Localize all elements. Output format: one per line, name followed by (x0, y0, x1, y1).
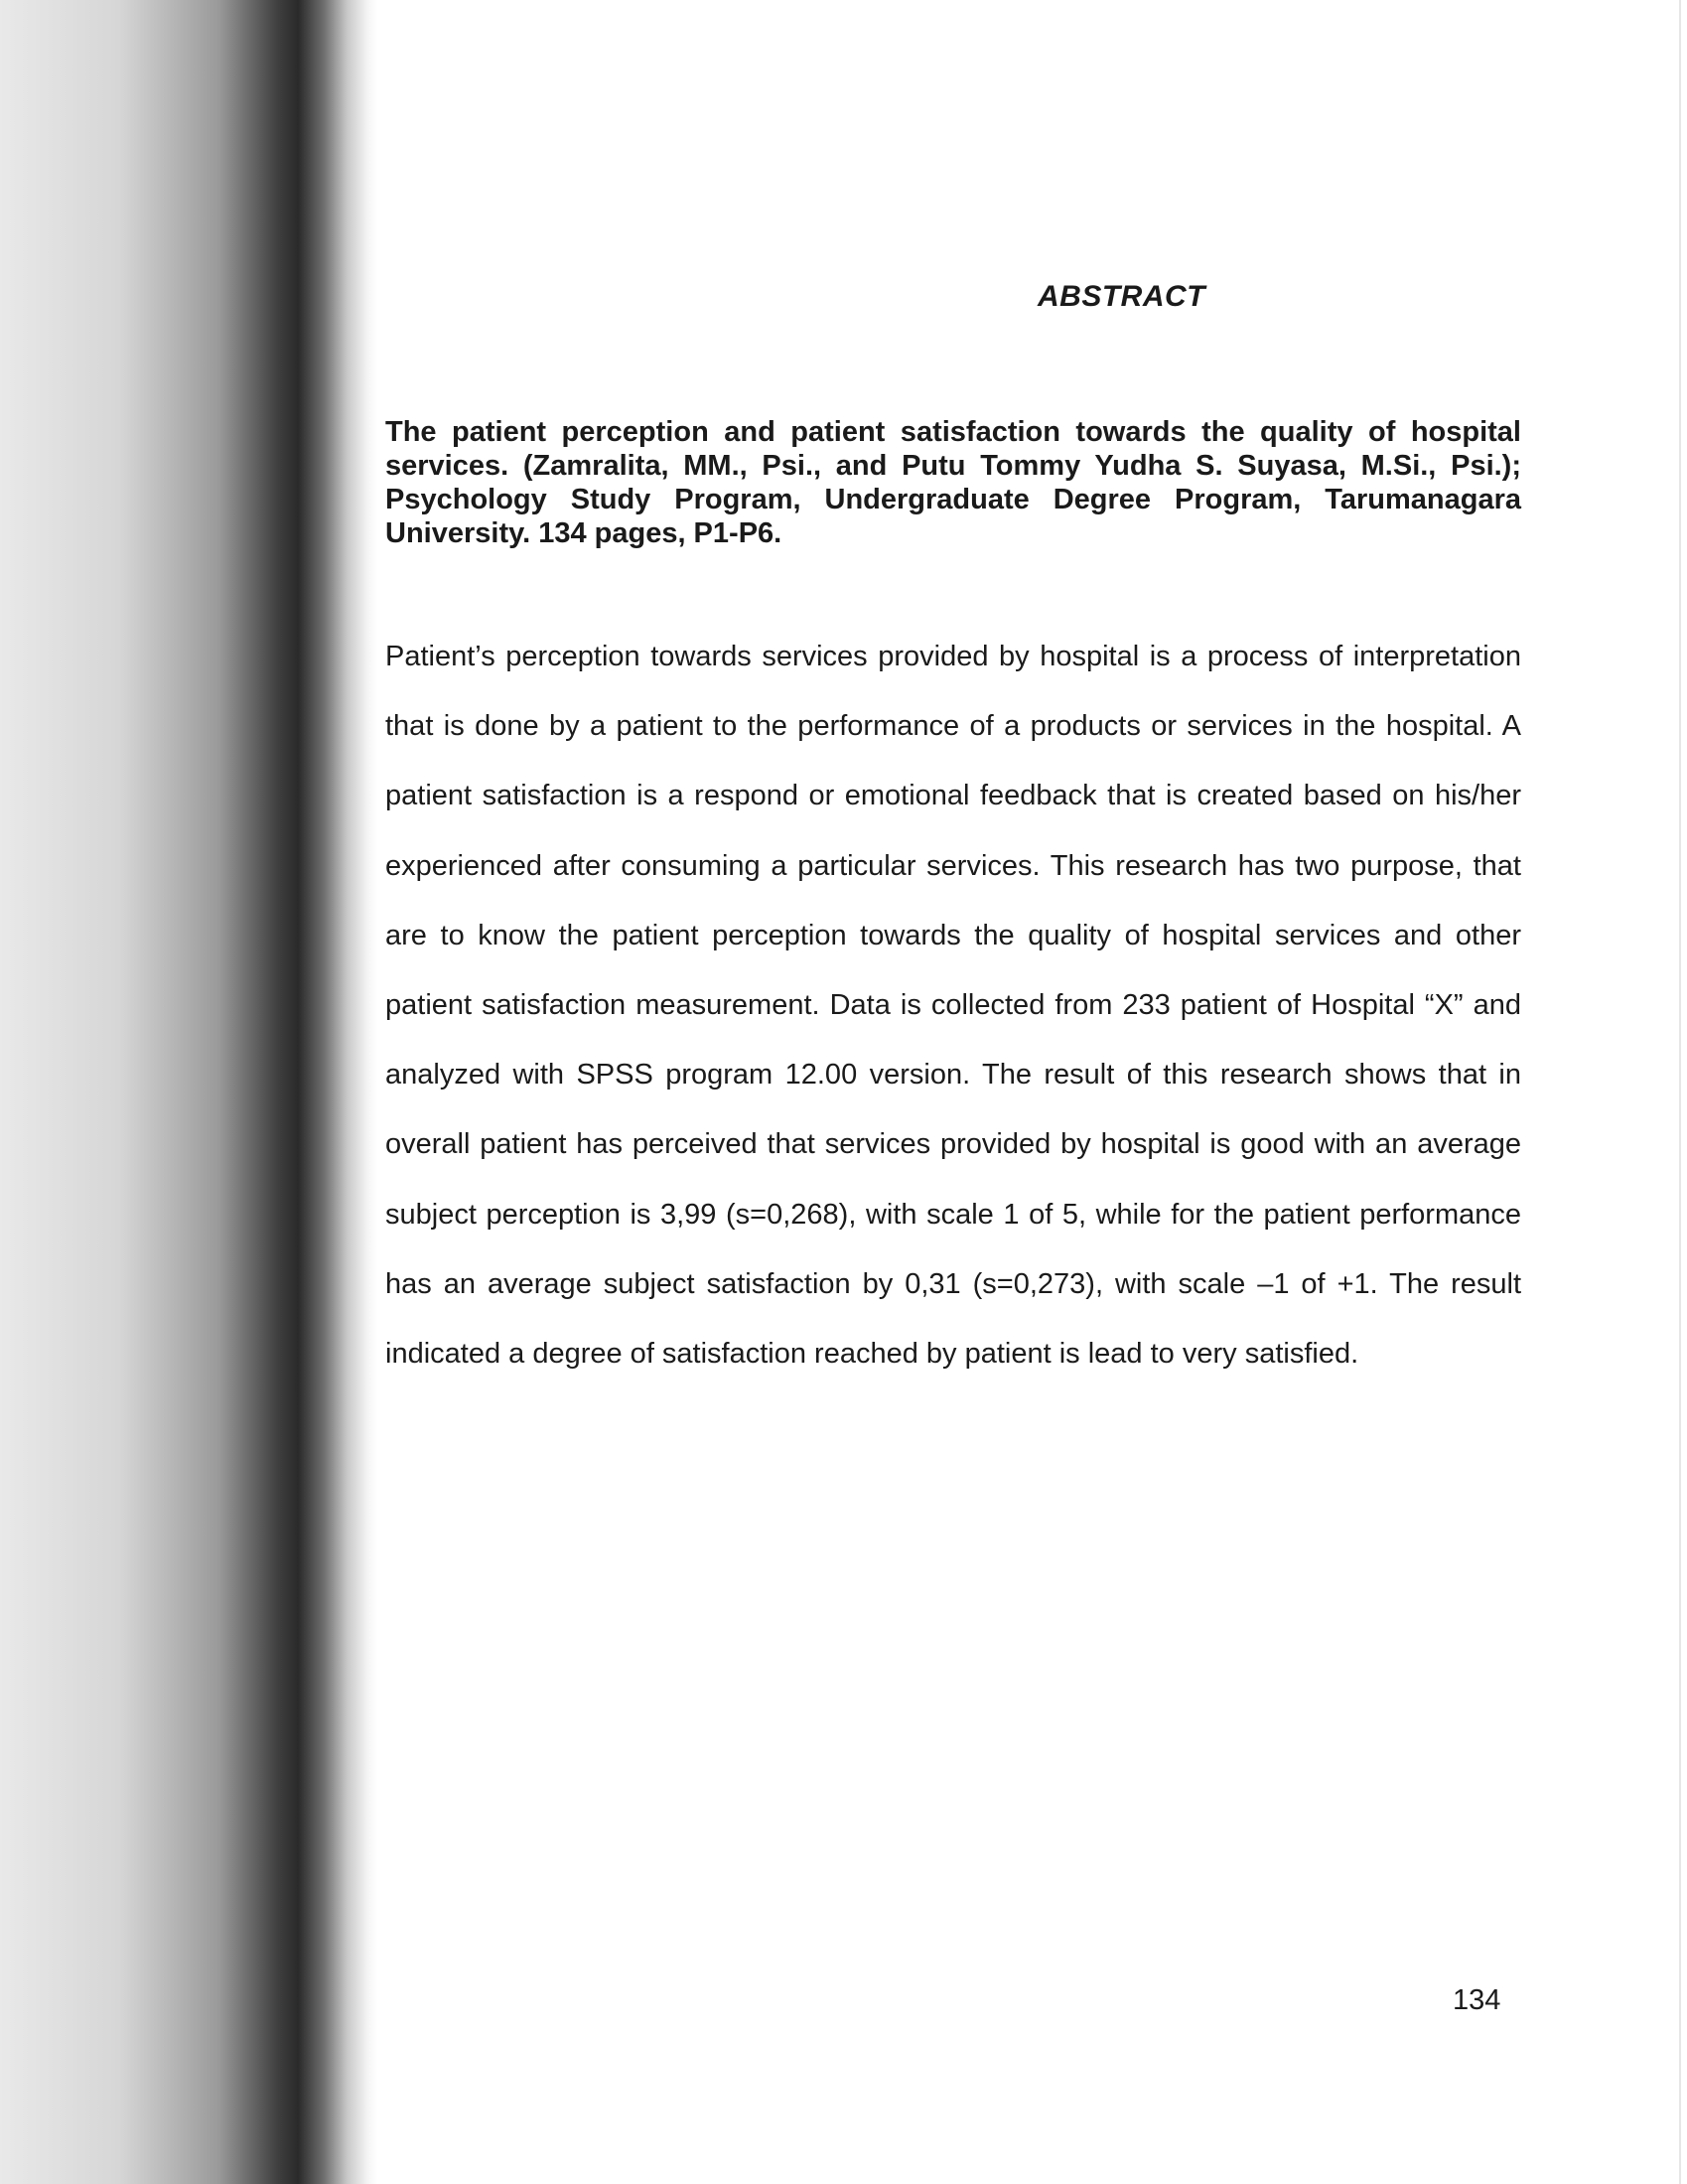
abstract-body: Patient’s perception towards services provided by hospital is a process of interpretation that is done by a patient to the performance of a products or services in the hospital. A patient satisfaction is a respond or emotional feedback that is created based on his/her experienced after consuming a particular services. This research has two purpose, that are to know the patient perception towards the quality of hospital services and other patient satisfaction measurement. Data is collected from 233 patient of Hospital “X” and analyzed with SPSS program 12.00 version. The result of this research shows that in overall patient has perceived that services provided by hospital is good with an average subject perception is 3,99 (s=0,268), with scale 1 of 5, while for the patient performance has an average subject satisfaction by 0,31 (s=0,273), with scale –1 of +1. The result indicated a degree of satisfaction reached by patient is lead to very satisfied. (385, 641, 1521, 1371)
citation-block: The patient perception and patient satisfaction towards the quality of hospital services. (Zamralita, MM., Psi., and Putu Tommy Yudha S. Suyasa, M.Si., Psi.); Psychology Study Program, Undergraduate Degree Program, Tarumanagara University. 134 pages, P1-P6. (385, 416, 1521, 549)
page-number: 134 (1453, 1984, 1501, 2016)
abstract-heading: ABSTRACT (1038, 280, 1205, 313)
scanner-binding-shadow (0, 0, 377, 2184)
document-page (377, 0, 1687, 2184)
